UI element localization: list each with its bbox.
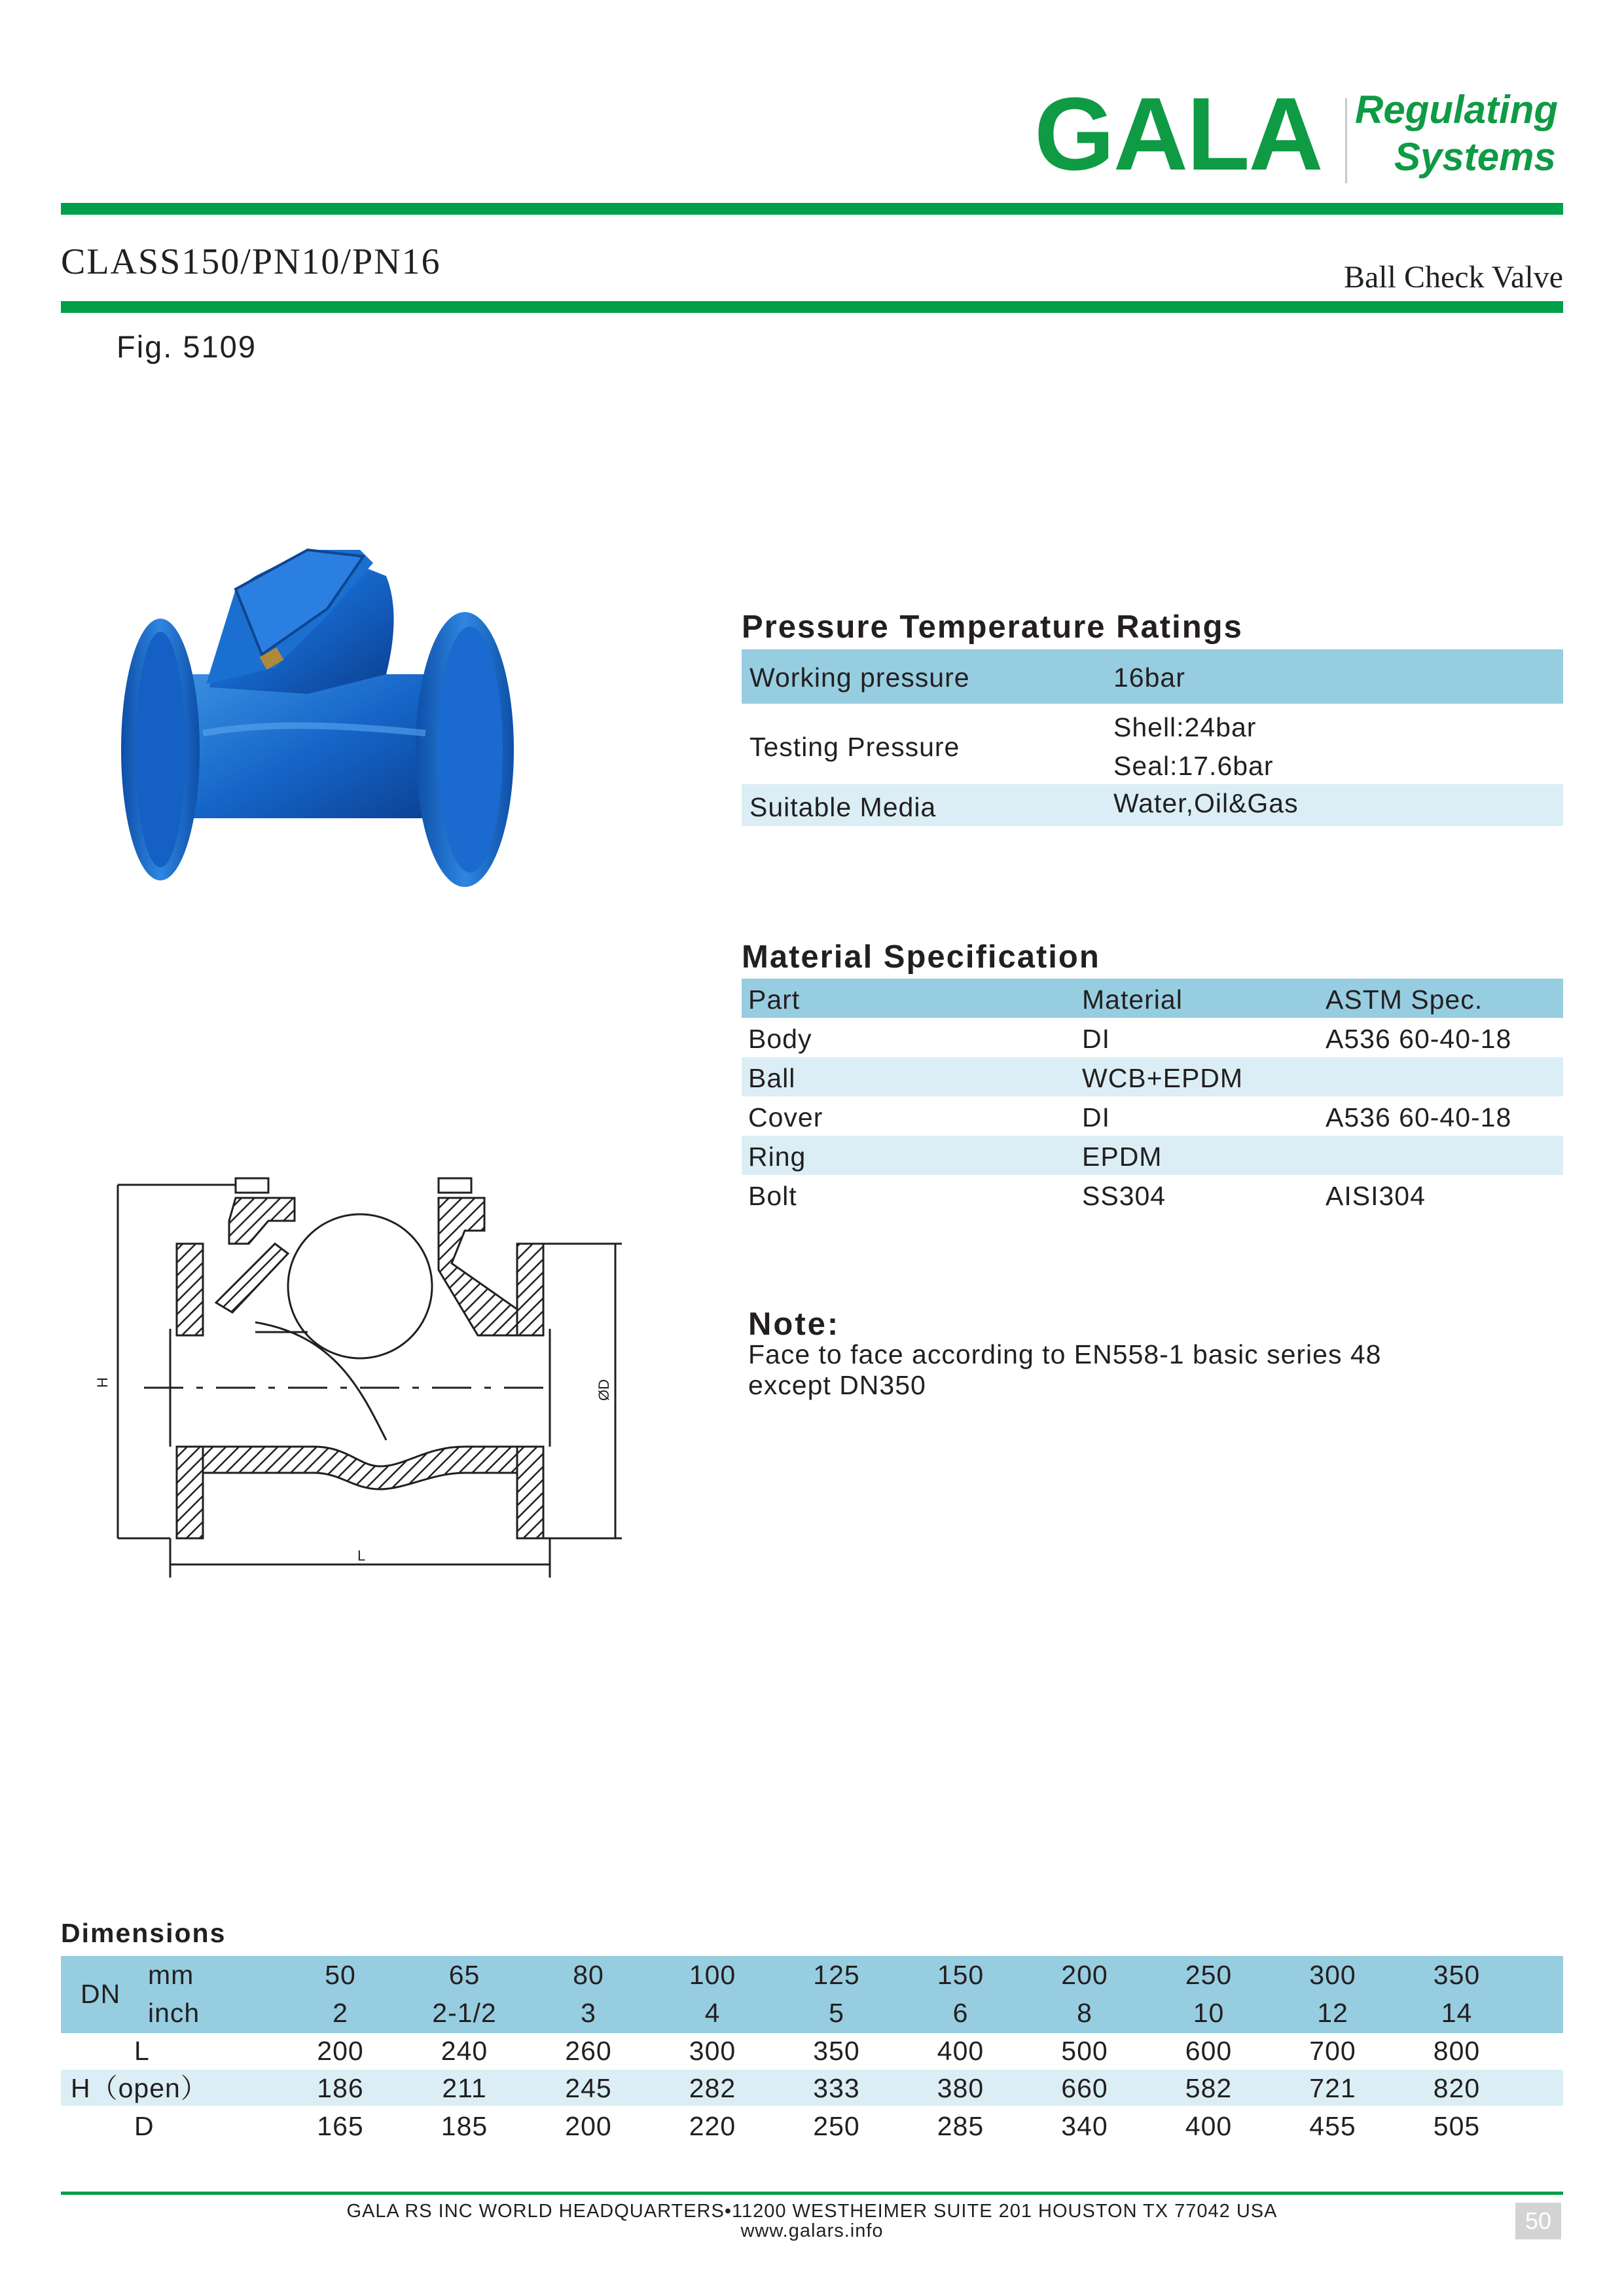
footer-rule (61, 2192, 1563, 2195)
material-row (742, 1057, 1563, 1096)
note-line: except DN350 (748, 1370, 926, 1400)
dim-cell-l: 500 (1061, 2036, 1108, 2066)
cross-section-drawing (94, 1172, 635, 1591)
material-part: Cover (748, 1102, 823, 1132)
dim-cell-d: 165 (317, 2111, 364, 2141)
dim-cell-h: 245 (565, 2073, 612, 2103)
material-header-material: Material (1082, 985, 1183, 1015)
dimensions-title: Dimensions (61, 1918, 226, 1948)
pressure-row-label: Suitable Media (749, 792, 937, 822)
dim-cell-d: 250 (813, 2111, 860, 2141)
material-row (742, 1136, 1563, 1175)
dim-cell-l: 260 (565, 2036, 612, 2066)
dim-cell-inch: 6 (952, 1998, 969, 2028)
dim-label-l: L (134, 2036, 150, 2066)
dim-cell-h: 660 (1061, 2073, 1108, 2103)
dim-cell-l: 240 (441, 2036, 488, 2066)
dim-cell-h: 582 (1185, 2073, 1233, 2103)
dim-cell-inch: 12 (1317, 1998, 1348, 2028)
dim-cell-h: 380 (937, 2073, 984, 2103)
pressure-row (742, 649, 1563, 704)
footer-address: GALA RS INC WORLD HEADQUARTERS•11200 WESTHEIMER SUITE 201 HOUSTON TX 77042 USA (346, 2201, 1278, 2222)
dim-cell-mm: 300 (1309, 1960, 1356, 1990)
pressure-row (742, 784, 1563, 826)
logo-tagline-regulating: Regulating (1355, 88, 1558, 132)
dim-cell-d: 505 (1433, 2111, 1481, 2141)
pressure-ratings-title: Pressure Temperature Ratings (742, 609, 1243, 645)
logo-divider (1345, 98, 1347, 183)
dim-cell-h: 820 (1433, 2073, 1481, 2103)
dim-label-dn: DN (81, 1979, 121, 2009)
dim-cell-mm: 150 (937, 1960, 984, 1990)
dim-cell-mm: 80 (573, 1960, 604, 1990)
page-number: 50 (1515, 2203, 1561, 2239)
note-text (748, 1339, 1534, 1401)
material-row (742, 1096, 1563, 1136)
dim-cell-h: 186 (317, 2073, 364, 2103)
logo-gala: GALA (1034, 77, 1322, 192)
dim-cell-h: 721 (1309, 2073, 1356, 2103)
material-value: DI (1082, 1024, 1110, 1054)
material-value: WCB+EPDM (1082, 1063, 1244, 1093)
dim-cell-d: 200 (565, 2111, 612, 2141)
pressure-row-value: Shell:24bar (1113, 712, 1257, 742)
material-row (742, 1018, 1563, 1057)
dim-cell-l: 400 (937, 2036, 984, 2066)
footer-website: www.galars.info (740, 2220, 884, 2241)
pressure-row-label: Working pressure (749, 662, 970, 693)
header-rule-bottom (61, 301, 1563, 313)
header-rule-top (61, 203, 1563, 215)
logo-tagline-systems: Systems (1394, 135, 1556, 179)
dim-cell-mm: 50 (325, 1960, 356, 1990)
dim-cell-mm: 125 (813, 1960, 860, 1990)
pressure-row-value: Seal:17.6bar (1113, 751, 1274, 781)
dim-cell-mm: 350 (1433, 1960, 1481, 1990)
dim-label-l: L (357, 1547, 366, 1564)
dim-cell-d: 400 (1185, 2111, 1233, 2141)
dim-cell-d: 455 (1309, 2111, 1356, 2141)
dim-cell-mm: 250 (1185, 1960, 1233, 1990)
material-value: DI (1082, 1102, 1110, 1132)
dim-cell-d: 185 (441, 2111, 488, 2141)
dim-cell-inch: 5 (829, 1998, 844, 2028)
material-part: Ring (748, 1142, 806, 1172)
material-value: EPDM (1082, 1142, 1163, 1172)
dim-label-mm: mm (148, 1960, 194, 1990)
dim-cell-d: 285 (937, 2111, 984, 2141)
dim-cell-l: 300 (689, 2036, 736, 2066)
figure-number: Fig. 5109 (117, 329, 257, 364)
dim-cell-l: 350 (813, 2036, 860, 2066)
material-spec-title: Material Specification (742, 939, 1100, 975)
dim-cell-inch: 8 (1077, 1998, 1092, 2028)
pressure-row (742, 709, 1563, 780)
dim-cell-h: 282 (689, 2073, 736, 2103)
dim-cell-d: 340 (1061, 2111, 1108, 2141)
product-name: Ball Check Valve (1343, 260, 1563, 295)
dim-cell-l: 200 (317, 2036, 364, 2066)
pressure-row-value: 16bar (1113, 662, 1185, 693)
dim-label-h: H (94, 1377, 111, 1388)
material-header-astm: ASTM Spec. (1326, 985, 1483, 1015)
pressure-row-label: Testing Pressure (749, 732, 960, 762)
dim-label-h: H（open） (71, 2073, 208, 2103)
dim-cell-inch: 10 (1193, 1998, 1225, 2028)
pressure-row-value: Water,Oil&Gas (1113, 788, 1299, 818)
material-row (742, 1175, 1563, 1214)
dim-label-d: ØD (596, 1379, 612, 1401)
dim-cell-mm: 100 (689, 1960, 736, 1990)
dim-cell-l: 600 (1185, 2036, 1233, 2066)
class-rating: CLASS150/PN10/PN16 (61, 242, 441, 282)
material-part: Ball (748, 1063, 796, 1093)
material-header-part: Part (748, 985, 801, 1015)
dim-cell-inch: 14 (1441, 1998, 1473, 2028)
dim-cell-inch: 3 (581, 1998, 596, 2028)
dim-cell-h: 211 (442, 2073, 487, 2103)
dim-label-inch: inch (148, 1998, 200, 2028)
dim-cell-h: 333 (813, 2073, 860, 2103)
material-astm: A536 60-40-18 (1326, 1024, 1512, 1054)
note-line: Face to face according to EN558-1 basic series 48 (748, 1339, 1382, 1369)
dim-cell-l: 700 (1309, 2036, 1356, 2066)
dim-cell-d: 220 (689, 2111, 736, 2141)
product-photo (111, 537, 530, 890)
material-part: Bolt (748, 1181, 797, 1211)
material-astm: AISI304 (1326, 1181, 1426, 1211)
dim-label-d: D (134, 2111, 154, 2141)
note-title: Note: (748, 1307, 840, 1342)
dim-cell-mm: 65 (448, 1960, 480, 1990)
dim-cell-inch: 4 (704, 1998, 721, 2028)
material-part: Body (748, 1024, 812, 1054)
material-astm: A536 60-40-18 (1326, 1102, 1512, 1132)
dim-cell-l: 800 (1433, 2036, 1481, 2066)
dim-cell-inch: 2 (333, 1998, 348, 2028)
dim-cell-inch: 2-1/2 (432, 1998, 497, 2028)
material-value: SS304 (1082, 1181, 1166, 1211)
dim-cell-mm: 200 (1061, 1960, 1108, 1990)
material-header-row (742, 979, 1563, 1018)
